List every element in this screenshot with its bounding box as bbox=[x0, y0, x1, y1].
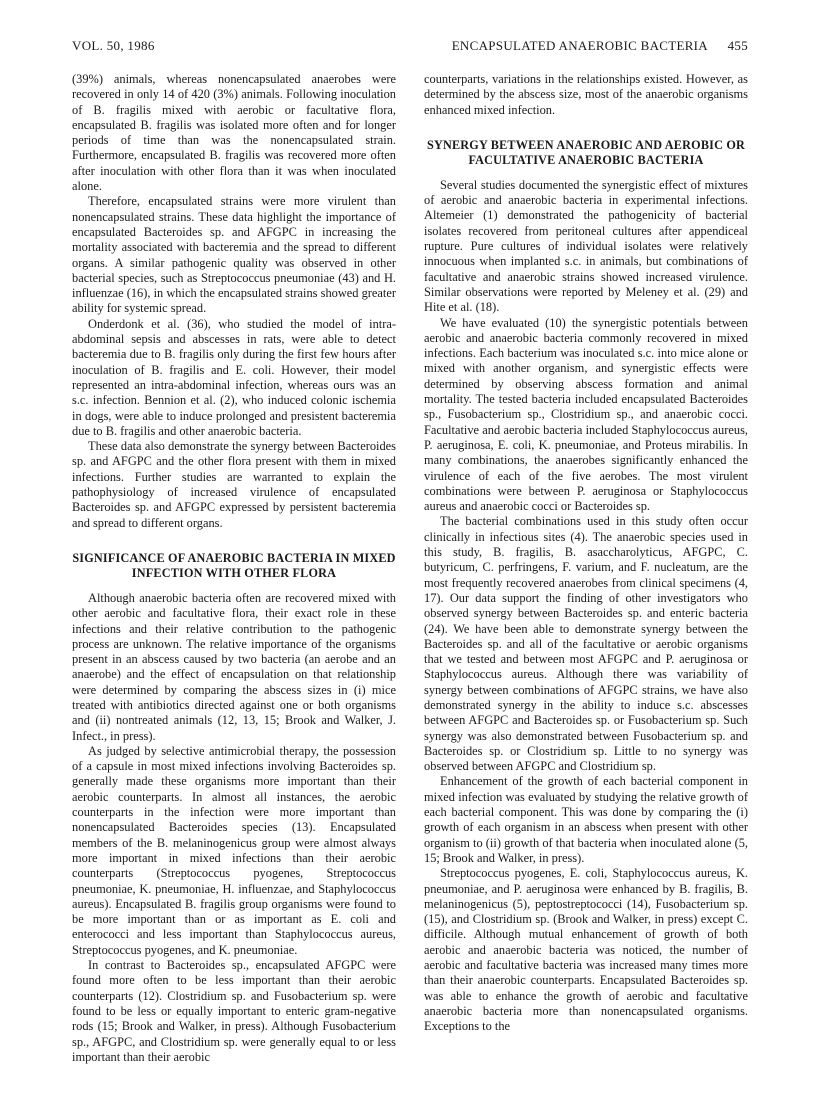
left-paragraph-1: (39%) animals, whereas nonencapsulated anaerobes were recovered in only 14 of 420 (3%) animals. Following inoculation of B. fragilis mixed with aerobic or facultative flora, encapsulated B. fragilis was isolated more often and for longer periods of time than was the nonencapsulated strain. Furthermore, encapsulated B. fragilis was recovered more often after inoculation with other flora than it was when inoculated alone. bbox=[72, 72, 396, 194]
left-paragraph-4: These data also demonstrate the synergy between Bacteroides sp. and AFGPC and the other flora present with them in mixed infections. Further studies are warranted to explain the pathophysiology of increased virulence of encapsulated Bacteroides sp. and AFGPC expressed by persistent bacteremia and spread to different organs. bbox=[72, 439, 396, 530]
left-paragraph-6: As judged by selective antimicrobial therapy, the possession of a capsule in most mixed infections involving Bacteroides sp. generally made these organisms more important than their aerobic counterparts. In almost all instances, the aerobic counterparts in the infection were more important than nonencapsulated Bacteroides species (13). Encapsulated members of the B. melaninogenicus group were almost always more important in mixed infections than their aerobic counterparts (Streptococcus pyogenes, Streptococcus pneumoniae, K. pneumoniae, H. influenzae, and Staphylococcus aureus). Encapsulated B. fragilis group organisms were found to be more important than or as important as E. coli and enterococci and less important than Staphylococcus aureus, Streptococcus pyogenes, and K. pneumoniae. bbox=[72, 743, 396, 957]
page-number: 455 bbox=[727, 38, 748, 53]
left-paragraph-7: In contrast to Bacteroides sp., encapsulated AFGPC were found more often to be less important than their aerobic counterparts (12). Clostridium sp. and Fusobacterium sp. were found to be less or equally important to enteric gram-negative rods (15; Brook and Walker, in press). Although Fusobacterium sp., AFGPC, and Clostridium sp. were generally equal to or less important than their aerobic bbox=[72, 958, 396, 1064]
right-paragraph-3: We have evaluated (10) the synergistic potentials between aerobic and anaerobic bacteria commonly recovered in mixed infections. Each bacterium was inoculated s.c. into mice alone or mixed with another organism, and synergistic effects were determined by observing abscess formation and animal mortality. The tested bacteria included encapsulated Bacteroides sp., Fusobacterium sp., Clostridium sp., and anaerobic cocci. Facultative and aerobic bacteria included Staphylococcus aureus, P. aeruginosa, E. coli, K. pneumoniae, and Proteus mirabilis. In many combinations, the anaerobes significantly enhanced the virulence of each of the five aerobes. The most virulent combinations were between P. aeruginosa or Staphylococcus aureus and anaerobic cocci or Bacteroides sp. bbox=[424, 315, 748, 514]
page-header bbox=[72, 38, 748, 58]
right-paragraph-2: Several studies documented the synergistic effect of mixtures of aerobic and anaerobic bacteria in experimental infections. Altemeier (1) demonstrated the pathogenicity of bacterial isolates recovered from peritoneal cultures after appendiceal rupture. Pure cultures of individual isolates were relatively innocuous when implanted s.c. in animals, but combinations of facultative and anaerobic strains showed increased virulence. Similar observations were reported by Meleney et al. (29) and Hite et al. (18). bbox=[424, 177, 748, 315]
right-paragraph-1: counterparts, variations in the relationships existed. However, as determined by the abscess size, most of the anaerobic organisms enhanced mixed infection. bbox=[424, 72, 748, 117]
running-title: ENCAPSULATED ANAEROBIC BACTERIA bbox=[451, 38, 708, 53]
right-paragraph-5: Enhancement of the growth of each bacterial component in mixed infection was evaluated by studying the relative growth of each bacterial component. This was done by comparing the (i) growth of each organism in an abscess when present with other organism to (ii) growth of that bacteria when inoculated alone (5, 15; Brook and Walker, in press). bbox=[424, 774, 748, 865]
section-heading-significance: SIGNIFICANCE OF ANAEROBIC BACTERIA IN MIXED INFECTION WITH OTHER FLORA bbox=[72, 550, 396, 580]
left-paragraph-3: Onderdonk et al. (36), who studied the model of intra-abdominal sepsis and abscesses in rats, were able to detect bacteremia due to B. fragilis only during the first few hours after inoculation of B. fragilis and E. coli. However, their model represented an intra-abdominal infection, whereas ours was an s.c. infection. Bennion et al. (2), who induced colonic ischemia in dogs, were able to induce prolonged and presistent bacteremia due to B. fragilis and other anaerobic bacteria. bbox=[72, 316, 396, 438]
left-column bbox=[72, 72, 396, 1065]
right-paragraph-4: The bacterial combinations used in this study often occur clinically in infectious sites (4). The anaerobic species used in this study, B. fragilis, B. asaccharolyticus, AFGPC, C. butyricum, C. perfringens, F. varium, and F. nucleatum, are the most frequently recovered anaerobes from clinical specimens (4, 17). Our data support the finding of other investigators who observed synergy between Bacteroides sp. and enteric bacteria (24). We have been able to demonstrate synergy between the Bacteroides sp. and all of the facultative or aerobic organisms that we tested and between most AFGPC and P. aeruginosa or Staphylococcus aureus. Although there was variability of synergy between combinations of AFGPC strains, we have also demonstrated synergy in the ability to induce s.c. abscesses between AFGPC and Bacteroides sp. or Fusobacterium sp. Such synergy was also demonstrated between Fusobacterium sp. and Bacteroides sp. or Clostridium sp. Little to no synergy was observed between AFGPC and Clostridium sp. bbox=[424, 514, 748, 774]
section-heading-synergy: SYNERGY BETWEEN ANAEROBIC AND AEROBIC OR FACULTATIVE ANAEROBIC BACTERIA bbox=[426, 137, 746, 167]
right-column bbox=[424, 72, 748, 1035]
right-paragraph-6: Streptococcus pyogenes, E. coli, Staphylococcus aureus, K. pneumoniae, and P. aeruginosa were enhanced by B. fragilis, B. melaninogenicus (5), peptostreptococci (14), Fusobacterium sp. (15), and Clostridium sp. (Brook and Walker, in press) except C. difficile. Although mutual enhancement of growth of both aerobic and anaerobic bacteria was noticed, the number of aerobic and facultative bacteria was increased many times more than their anaerobic counterparts. Encapsulated Bacteroides sp. was able to enhance the growth of aerobic and facultative anaerobic bacteria more than nonencapsulated organisms. Exceptions to the bbox=[424, 866, 748, 1034]
left-paragraph-2: Therefore, encapsulated strains were more virulent than nonencapsulated strains. These data highlight the importance of encapsulated Bacteroides sp. and AFGPC in increasing the mortality associated with bacteremia and the spread to different organs. A similar pathogenic quality was observed in other bacterial species, such as Streptococcus pneumoniae (43) and H. influenzae (16), in which the encapsulated strains showed greater ability for systemic spread. bbox=[72, 194, 396, 316]
volume-label: VOL. 50, 1986 bbox=[72, 38, 155, 53]
left-paragraph-5: Although anaerobic bacteria often are recovered mixed with other aerobic and facultative flora, their exact role in these infections and their relative contribution to the pathogenic process are unknown. The relative importance of the organisms present in an abscess caused by two bacteria (an aerobe and an anaerobe) and the effect of encapsulation on that relationship were determined by comparing the abscess sizes in (i) mice treated with antibiotics directed against one or both organisms and (ii) nontreated animals (12, 13, 15; Brook and Walker, J. Infect., in press). bbox=[72, 590, 396, 743]
